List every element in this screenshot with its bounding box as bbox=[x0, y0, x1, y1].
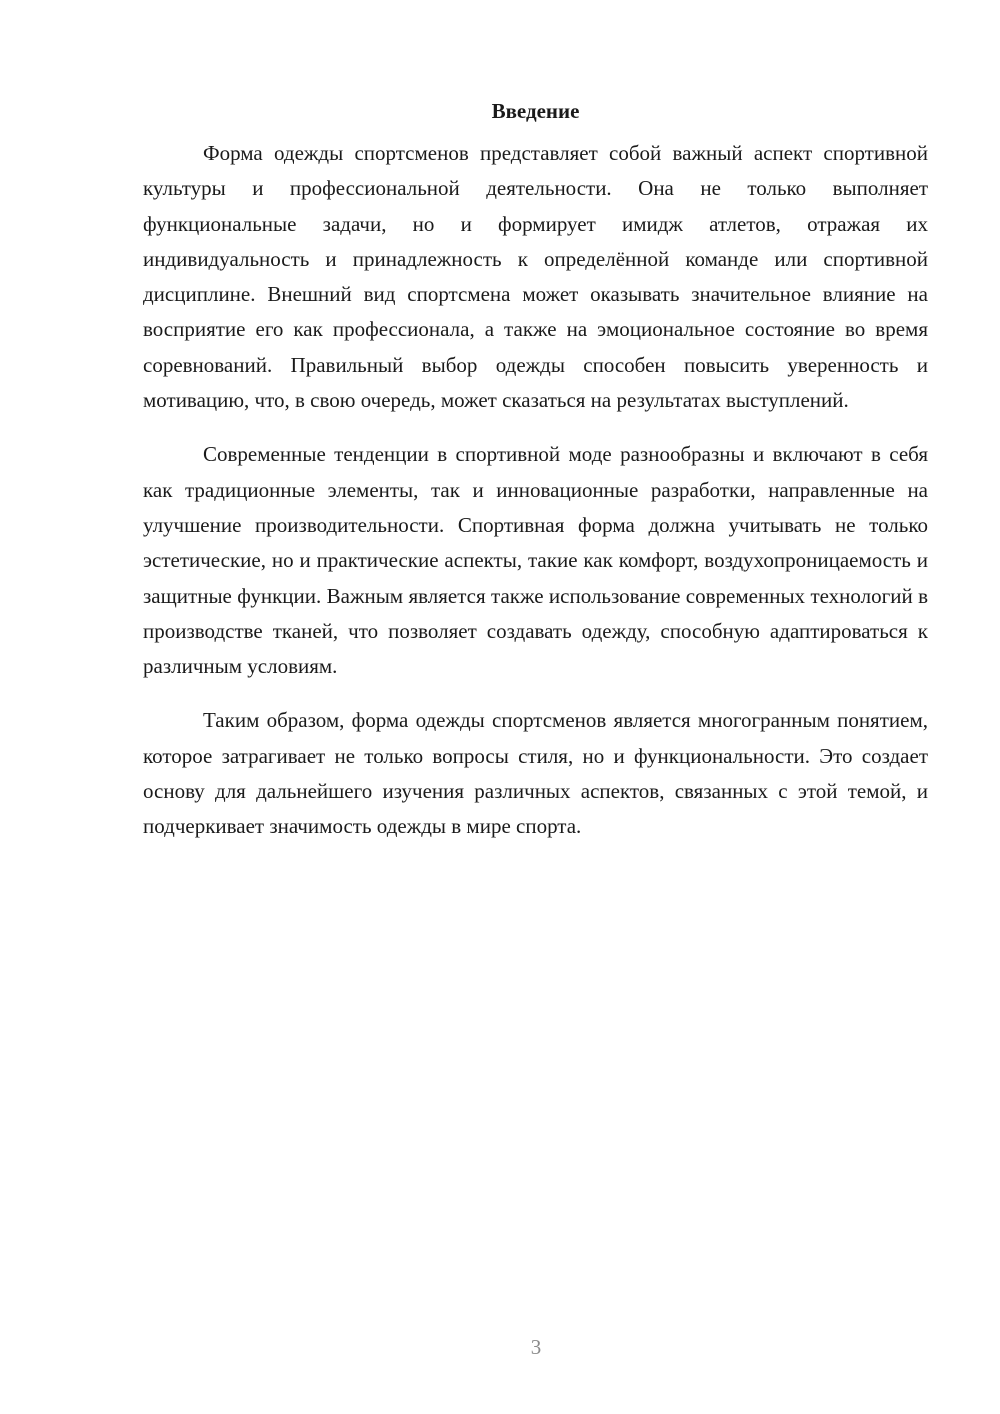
paragraph-1: Форма одежды спортсменов представляет собой важный аспект спортивной культуры и профессиональной деятельности. Она не только выполняет функциональные задачи, но и формирует имидж атлетов, отражая их индивидуальность и принадлежность к определённой команде или спортивной дисциплине. Внешний вид спортсмена может оказывать значительное влияние на восприятие его как профессионала, а также на эмоциональное состояние во время соревнований. Правильный выбор одежды способен повысить уверенность и мотивацию, что, в свою очередь, может сказаться на результатах выступлений. bbox=[143, 141, 928, 413]
page-content bbox=[143, 96, 928, 845]
paragraph-3: Таким образом, форма одежды спортсменов является многогранным понятием, которое затрагивает не только вопросы стиля, но и функциональности. Это создает основу для дальнейшего изучения различных аспектов, связанных с этой темой, и подчеркивает значимость одежды в мире спорта. bbox=[143, 708, 928, 839]
section-heading: Введение bbox=[491, 99, 580, 123]
page-number: 3 bbox=[530, 1335, 542, 1359]
paragraph-2: Современные тенденции в спортивной моде разнообразны и включают в себя как традиционные элементы, так и инновационные разработки, направленные на улучшение производительности. Спортивная форма должна учитывать не только эстетические, но и практические аспекты, такие как комфорт, воздухопроницаемость и защитные функции. Важным является также использование современных технологий в производстве тканей, что позволяет создавать одежду, способную адаптироваться к различным условиям. bbox=[143, 442, 928, 679]
